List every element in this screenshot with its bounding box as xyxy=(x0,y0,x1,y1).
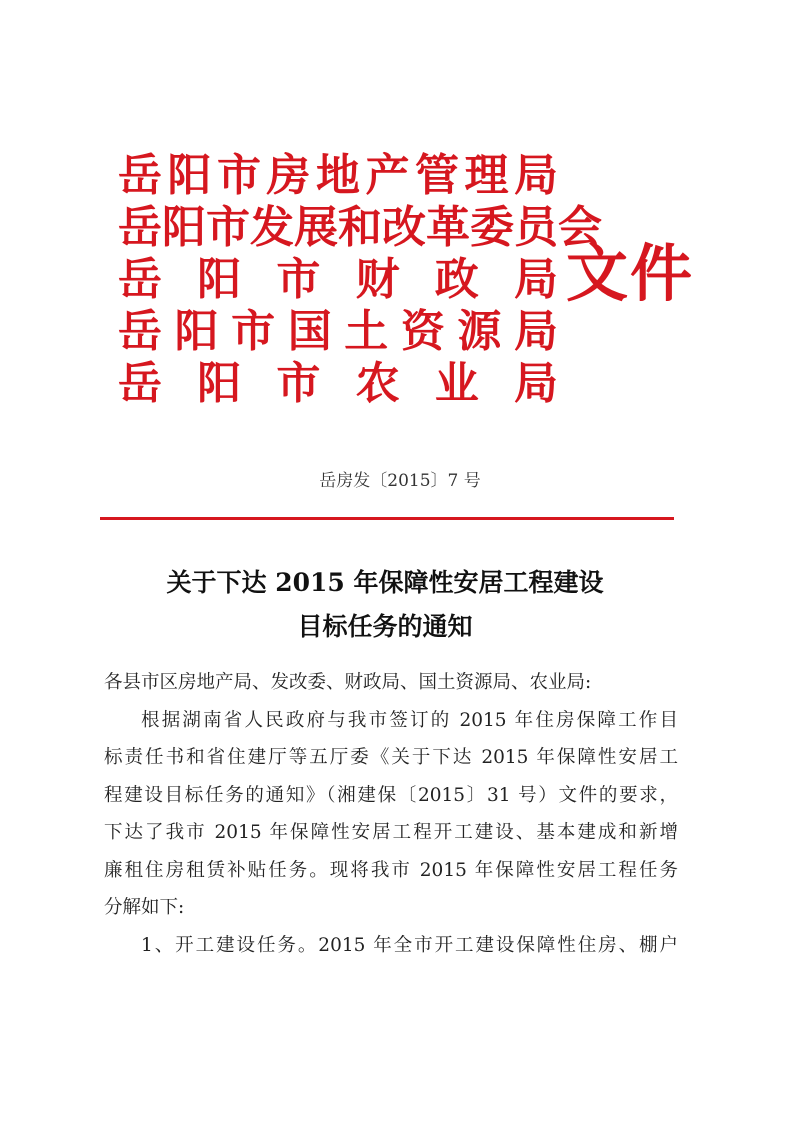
paragraph-1-line: 根据湖南省人民政府与我市签订的 2015 年住房保障工作目 xyxy=(141,709,678,731)
paragraph-1-line: 下达了我市 2015 年保障性安居工程开工建设、基本建成和新增 xyxy=(104,822,678,843)
red-divider-line xyxy=(100,517,674,520)
notice-title-line-1: 关于下达 2015 年保障性安居工程建设 xyxy=(166,568,604,597)
notice-body xyxy=(104,664,678,964)
paragraph-1-line: 程建设目标任务的通知》（湘建保〔2015〕31 号）文件的要求， xyxy=(104,784,678,806)
notice-title xyxy=(0,561,770,649)
org-line-4: 岳 阳 市 国 土 资 源 局 xyxy=(118,306,558,357)
paragraph-1-line: 分解如下: xyxy=(104,897,185,918)
org-line-2: 岳 阳 市 发 展 和 改 革 委 员 会 xyxy=(118,202,602,253)
document-number: 岳房发〔2015〕7 号 xyxy=(319,471,481,491)
org-line-3: 岳 阳 市 财 政 局 xyxy=(118,254,558,305)
notice-title-line-2: 目标任务的通知 xyxy=(297,612,473,641)
salutation: 各县市区房地产局、发改委、财政局、国土资源局、农业局: xyxy=(104,672,592,693)
issuing-organizations xyxy=(118,150,602,410)
paragraph-2-line: 1、开工建设任务。2015 年全市开工建设保障性住房、棚户 xyxy=(141,934,678,956)
paragraph-1-line: 廉租住房租赁补贴任务。现将我市 2015 年保障性安居工程任务 xyxy=(104,859,678,881)
org-line-1: 岳 阳 市 房 地 产 管 理 局 xyxy=(118,150,558,201)
document-type-label: 文件 xyxy=(566,237,695,310)
org-line-5: 岳 阳 市 农 业 局 xyxy=(118,358,558,409)
paragraph-1-line: 标责任书和省住建厅等五厅委《关于下达 2015 年保障性安居工 xyxy=(104,747,678,768)
